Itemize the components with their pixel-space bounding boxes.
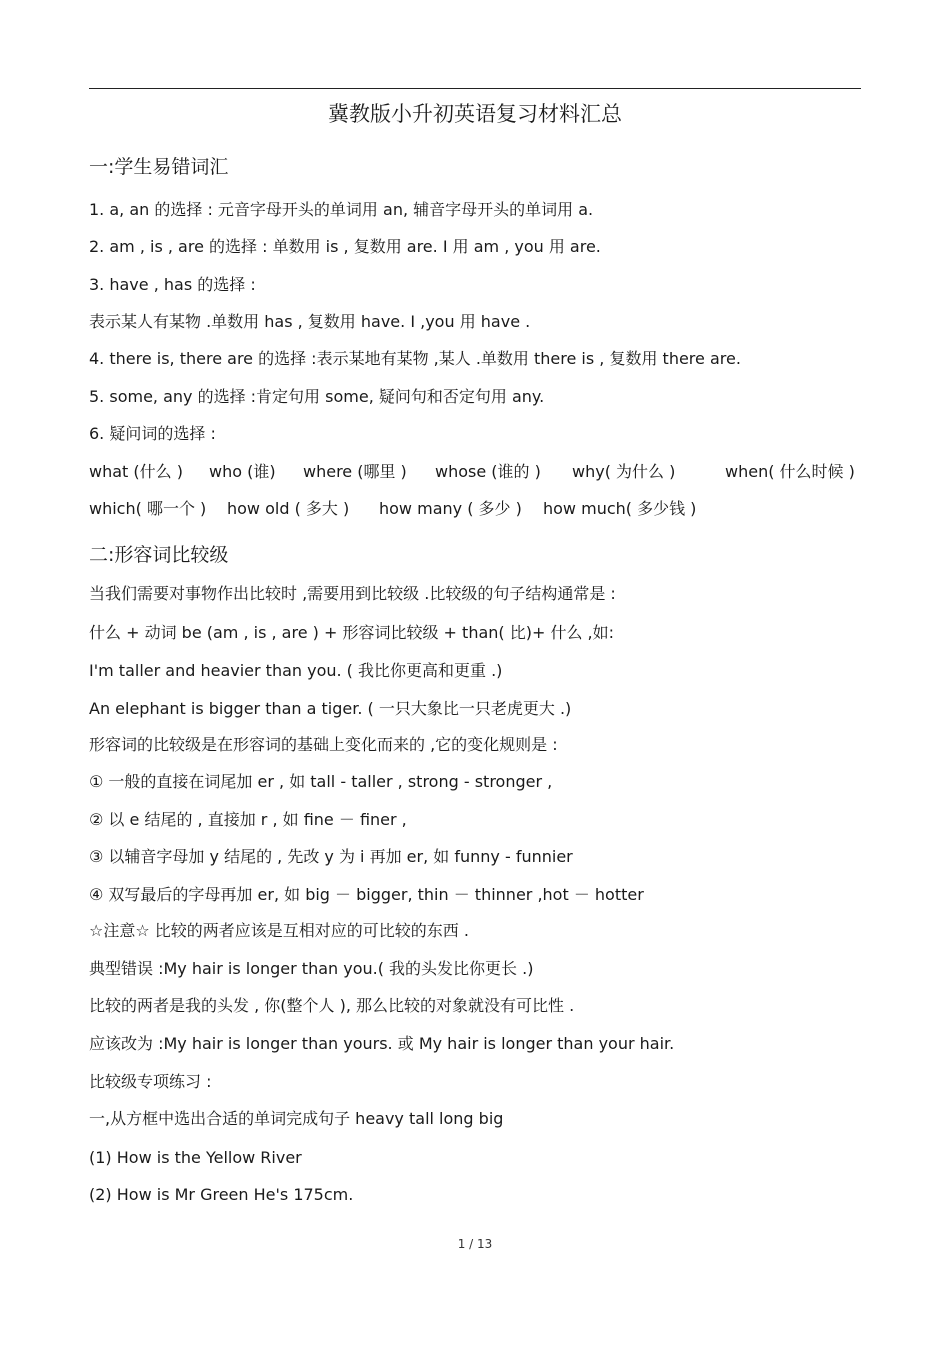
exercise-item: (1) How is the Yellow River <box>89 1148 302 1167</box>
question-word: how many ( 多少 ) <box>379 499 522 518</box>
question-words-row-1 <box>89 462 861 482</box>
question-word: how old ( 多大 ) <box>227 499 350 518</box>
exercise-heading: 比较级专项练习 : <box>89 1072 212 1091</box>
text-line: 典型错误 :My hair is longer than you.( 我的头发比你更长 .) <box>89 959 534 978</box>
question-word: whose (谁的 ) <box>435 462 541 481</box>
question-word: when( 什么时候 ) <box>725 462 855 481</box>
text-line: 6. 疑问词的选择 : <box>89 424 216 443</box>
section-heading-vocabulary: 一:学生易错词汇 <box>89 156 229 178</box>
question-word: where (哪里 ) <box>303 462 407 481</box>
rule-item: ① 一般的直接在词尾加 er , 如 tall - taller , strong - stronger , <box>89 772 553 791</box>
question-word: why( 为什么 ) <box>572 462 676 481</box>
text-line: 比较的两者是我的头发 , 你(整个人 ), 那么比较的对象就没有可比性 . <box>89 996 575 1015</box>
text-line: 5. some, any 的选择 :肯定句用 some, 疑问句和否定句用 any. <box>89 387 545 406</box>
text-line: 表示某人有某物 .单数用 has , 复数用 have. I ,you 用 have . <box>89 312 531 331</box>
text-line: I'm taller and heavier than you. ( 我比你更高和更重 .) <box>89 661 503 680</box>
text-line: 形容词的比较级是在形容词的基础上变化而来的 ,它的变化规则是 : <box>89 735 558 754</box>
question-word: what (什么 ) <box>89 462 183 481</box>
text-line: An elephant is bigger than a tiger. ( 一只大象比一只老虎更大 .) <box>89 699 572 718</box>
exercise-instruction: 一,从方框中选出合适的单词完成句子 heavy tall long big <box>89 1109 504 1128</box>
question-word: who (谁) <box>209 462 276 481</box>
rule-item: ② 以 e 结尾的 , 直接加 r , 如 fine － finer , <box>89 810 407 829</box>
page-number: 1 / 13 <box>457 1237 493 1251</box>
rule-item: ③ 以辅音字母加 y 结尾的 , 先改 y 为 i 再加 er, 如 funny - funnier <box>89 847 573 866</box>
text-line: 什么 + 动词 be (am , is , are ) + 形容词比较级 + than( 比)+ 什么 ,如: <box>89 623 615 642</box>
text-line: 应该改为 :My hair is longer than yours. 或 My hair is longer than your hair. <box>89 1034 675 1053</box>
text-line: 2. am , is , are 的选择 : 单数用 is , 复数用 are. I 用 am , you 用 are. <box>89 237 601 256</box>
question-word: how much( 多少钱 ) <box>543 499 697 518</box>
text-line: 3. have , has 的选择 : <box>89 275 256 294</box>
question-word: which( 哪一个 ) <box>89 499 207 518</box>
text-line: 1. a, an 的选择 : 元音字母开头的单词用 an, 辅音字母开头的单词用 a. <box>89 200 594 219</box>
text-line: 4. there is, there are 的选择 :表示某地有某物 ,某人 .单数用 there is , 复数用 there are. <box>89 349 741 368</box>
page-title: 冀教版小升初英语复习材料汇总 <box>328 102 622 126</box>
note-line: ☆注意☆ 比较的两者应该是互相对应的可比较的东西 . <box>89 921 469 940</box>
header-rule <box>89 88 861 89</box>
rule-item: ④ 双写最后的字母再加 er, 如 big － bigger, thin － thinner ,hot － hotter <box>89 885 644 904</box>
section-heading-comparatives: 二:形容词比较级 <box>89 544 229 566</box>
text-line: 当我们需要对事物作出比较时 ,需要用到比较级 .比较级的句子结构通常是 : <box>89 584 616 603</box>
exercise-item: (2) How is Mr Green He's 175cm. <box>89 1185 354 1204</box>
question-words-row-2 <box>89 499 861 519</box>
